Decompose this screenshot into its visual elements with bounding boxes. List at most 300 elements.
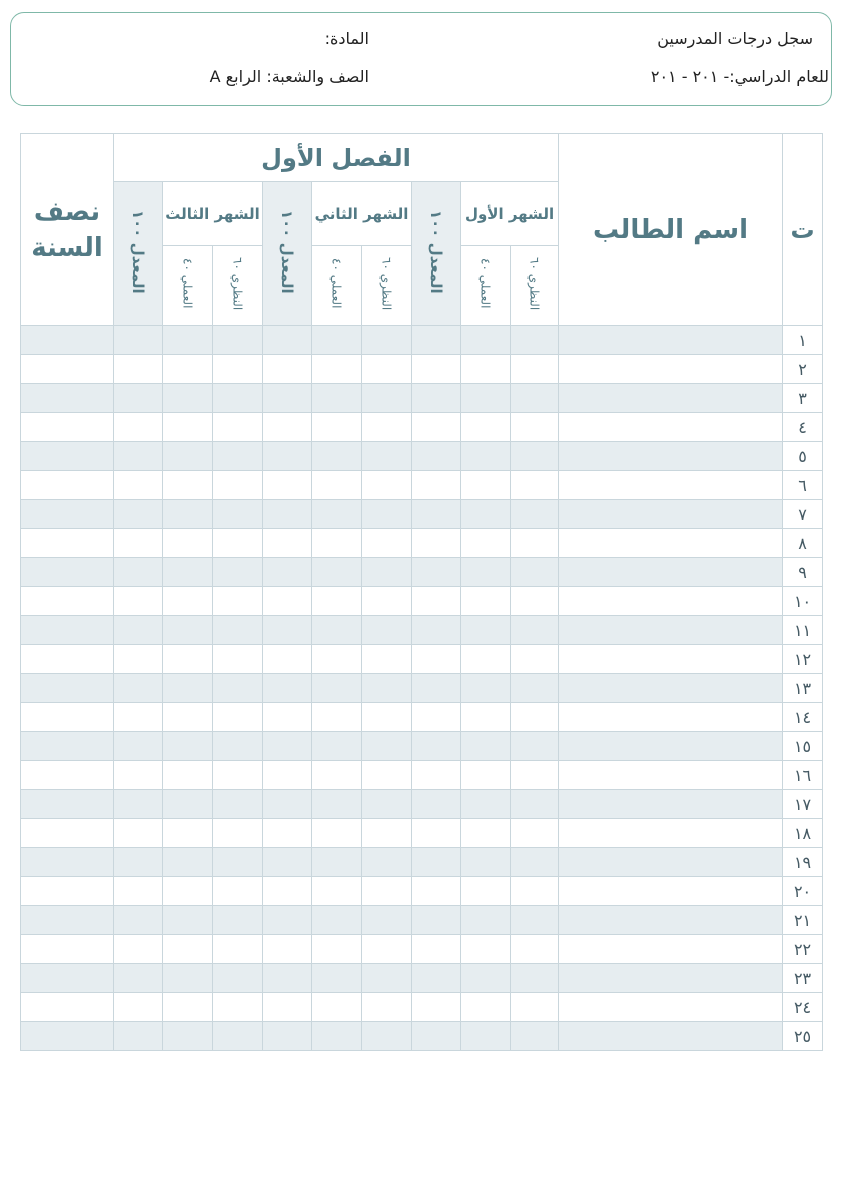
grade-cell[interactable] <box>163 384 213 413</box>
grade-cell[interactable] <box>114 442 163 471</box>
row-number: ١٩ <box>783 848 823 877</box>
grade-cell[interactable] <box>362 1022 412 1051</box>
table-row <box>21 616 823 645</box>
grade-cell[interactable] <box>263 500 312 529</box>
grade-cell[interactable] <box>511 703 559 732</box>
grade-cell[interactable] <box>114 935 163 964</box>
grade-cell[interactable] <box>362 384 412 413</box>
grade-cell[interactable] <box>362 326 412 355</box>
grade-cell[interactable] <box>412 935 461 964</box>
student-name-cell[interactable] <box>559 413 783 442</box>
grade-cell[interactable] <box>511 384 559 413</box>
row-number: ١٤ <box>783 703 823 732</box>
grade-cell[interactable] <box>412 993 461 1022</box>
grade-cell[interactable] <box>114 471 163 500</box>
grade-cell[interactable] <box>362 993 412 1022</box>
grade-cell[interactable] <box>312 645 362 674</box>
grade-cell[interactable] <box>263 993 312 1022</box>
grade-cell[interactable] <box>412 1022 461 1051</box>
grade-cell[interactable] <box>21 413 114 442</box>
grade-cell[interactable] <box>362 703 412 732</box>
grade-cell[interactable] <box>21 1022 114 1051</box>
grade-cell[interactable] <box>312 732 362 761</box>
grade-cell[interactable] <box>362 674 412 703</box>
grade-cell[interactable] <box>263 790 312 819</box>
grade-cell[interactable] <box>163 500 213 529</box>
grade-cell[interactable] <box>511 500 559 529</box>
student-name-cell[interactable] <box>559 732 783 761</box>
grade-cell[interactable] <box>412 964 461 993</box>
grade-cell[interactable] <box>511 674 559 703</box>
grade-cell[interactable] <box>263 616 312 645</box>
grade-cell[interactable] <box>213 355 263 384</box>
grade-cell[interactable] <box>163 819 213 848</box>
grade-cell[interactable] <box>412 674 461 703</box>
grade-cell[interactable] <box>412 703 461 732</box>
grade-cell[interactable] <box>412 645 461 674</box>
grade-cell[interactable] <box>213 790 263 819</box>
student-name-cell[interactable] <box>559 326 783 355</box>
student-name-cell[interactable] <box>559 529 783 558</box>
grade-cell[interactable] <box>114 500 163 529</box>
grade-cell[interactable] <box>114 413 163 442</box>
grade-cell[interactable] <box>461 529 511 558</box>
table-row <box>21 732 823 761</box>
row-number: ٢٢ <box>783 935 823 964</box>
grade-cell[interactable] <box>412 877 461 906</box>
row-number: ٤ <box>783 413 823 442</box>
grade-cell[interactable] <box>412 616 461 645</box>
grade-cell[interactable] <box>312 906 362 935</box>
table-row <box>21 558 823 587</box>
grade-cell[interactable] <box>362 848 412 877</box>
grade-cell[interactable] <box>263 906 312 935</box>
row-number: ١٦ <box>783 761 823 790</box>
grade-cell[interactable] <box>312 413 362 442</box>
grade-cell[interactable] <box>263 558 312 587</box>
grade-cell[interactable] <box>114 819 163 848</box>
grade-cell[interactable] <box>163 587 213 616</box>
grade-cell[interactable] <box>114 732 163 761</box>
grade-cell[interactable] <box>412 442 461 471</box>
grade-cell[interactable] <box>312 964 362 993</box>
grade-cell[interactable] <box>461 732 511 761</box>
student-name-cell[interactable] <box>559 616 783 645</box>
record-title: سجل درجات المدرسين <box>657 29 813 48</box>
grade-cell[interactable] <box>263 964 312 993</box>
grade-cell[interactable] <box>163 761 213 790</box>
grade-cell[interactable] <box>511 326 559 355</box>
grade-cell[interactable] <box>21 529 114 558</box>
grade-cell[interactable] <box>312 848 362 877</box>
grade-cell[interactable] <box>461 848 511 877</box>
grade-cell[interactable] <box>312 993 362 1022</box>
grade-cell[interactable] <box>412 819 461 848</box>
grade-cell[interactable] <box>312 384 362 413</box>
student-name-cell[interactable] <box>559 819 783 848</box>
grade-cell[interactable] <box>412 906 461 935</box>
grade-cell[interactable] <box>312 355 362 384</box>
student-name-cell[interactable] <box>559 906 783 935</box>
row-number: ٩ <box>783 558 823 587</box>
grade-cell[interactable] <box>511 413 559 442</box>
grade-cell[interactable] <box>163 413 213 442</box>
grade-cell[interactable] <box>263 848 312 877</box>
row-number: ١٧ <box>783 790 823 819</box>
grade-cell[interactable] <box>21 616 114 645</box>
grade-cell[interactable] <box>362 442 412 471</box>
grade-cell[interactable] <box>163 326 213 355</box>
grade-cell[interactable] <box>511 964 559 993</box>
grade-cell[interactable] <box>114 703 163 732</box>
grade-cell[interactable] <box>21 558 114 587</box>
grade-cell[interactable] <box>511 442 559 471</box>
row-number: ١٢ <box>783 645 823 674</box>
grade-cell[interactable] <box>213 326 263 355</box>
grade-cell[interactable] <box>263 326 312 355</box>
grade-cell[interactable] <box>312 877 362 906</box>
student-name-cell[interactable] <box>559 674 783 703</box>
student-name-cell[interactable] <box>559 587 783 616</box>
grade-cell[interactable] <box>21 500 114 529</box>
grade-cell[interactable] <box>21 645 114 674</box>
month-3-header: الشهر الثالث <box>163 182 263 246</box>
grade-cell[interactable] <box>163 1022 213 1051</box>
grade-cell[interactable] <box>461 877 511 906</box>
student-name-cell[interactable] <box>559 877 783 906</box>
grade-cell[interactable] <box>21 587 114 616</box>
grade-cell[interactable] <box>312 703 362 732</box>
grade-cell[interactable] <box>362 587 412 616</box>
grade-cell[interactable] <box>312 935 362 964</box>
grade-cell[interactable] <box>511 732 559 761</box>
grade-cell[interactable] <box>21 326 114 355</box>
grade-cell[interactable] <box>163 848 213 877</box>
grade-cell[interactable] <box>114 906 163 935</box>
grade-cell[interactable] <box>461 326 511 355</box>
grade-cell[interactable] <box>362 761 412 790</box>
grade-cell[interactable] <box>114 384 163 413</box>
grade-cell[interactable] <box>213 906 263 935</box>
grade-cell[interactable] <box>511 471 559 500</box>
student-name-cell[interactable] <box>559 645 783 674</box>
grade-cell[interactable] <box>412 558 461 587</box>
grade-cell[interactable] <box>213 674 263 703</box>
grade-cell[interactable] <box>114 1022 163 1051</box>
grade-cell[interactable] <box>114 355 163 384</box>
grade-cell[interactable] <box>213 819 263 848</box>
grade-cell[interactable] <box>461 790 511 819</box>
grade-cell[interactable] <box>263 587 312 616</box>
student-name-cell[interactable] <box>559 935 783 964</box>
grade-cell[interactable] <box>21 761 114 790</box>
grade-cell[interactable] <box>163 529 213 558</box>
grade-cell[interactable] <box>114 964 163 993</box>
grade-cell[interactable] <box>461 645 511 674</box>
student-name-cell[interactable] <box>559 703 783 732</box>
grade-cell[interactable] <box>362 935 412 964</box>
grade-cell[interactable] <box>114 848 163 877</box>
grade-cell[interactable] <box>263 529 312 558</box>
grade-cell[interactable] <box>213 732 263 761</box>
grade-cell[interactable] <box>312 500 362 529</box>
grade-cell[interactable] <box>114 558 163 587</box>
grade-cell[interactable] <box>412 732 461 761</box>
header-box <box>10 12 832 106</box>
student-name-cell[interactable] <box>559 471 783 500</box>
grade-cell[interactable] <box>21 877 114 906</box>
grade-cell[interactable] <box>461 500 511 529</box>
grade-cell[interactable] <box>213 703 263 732</box>
grade-cell[interactable] <box>163 732 213 761</box>
grade-cell[interactable] <box>511 935 559 964</box>
month-1-theory-header: النظري ٦٠ <box>511 246 559 326</box>
grade-cell[interactable] <box>461 703 511 732</box>
grade-cell[interactable] <box>114 616 163 645</box>
student-name-cell[interactable] <box>559 964 783 993</box>
grade-cell[interactable] <box>362 645 412 674</box>
grade-cell[interactable] <box>263 674 312 703</box>
grade-cell[interactable] <box>312 442 362 471</box>
grade-cell[interactable] <box>213 471 263 500</box>
grade-cell[interactable] <box>362 558 412 587</box>
grade-cell[interactable] <box>21 442 114 471</box>
grade-cell[interactable] <box>21 906 114 935</box>
grade-cell[interactable] <box>461 442 511 471</box>
table-row <box>21 500 823 529</box>
grade-cell[interactable] <box>362 471 412 500</box>
grade-cell[interactable] <box>213 761 263 790</box>
grade-cell[interactable] <box>461 935 511 964</box>
row-number: ١١ <box>783 616 823 645</box>
grade-cell[interactable] <box>114 326 163 355</box>
grade-cell[interactable] <box>412 355 461 384</box>
grade-cell[interactable] <box>263 877 312 906</box>
grade-cell[interactable] <box>461 413 511 442</box>
grade-cell[interactable] <box>21 935 114 964</box>
grade-cell[interactable] <box>312 326 362 355</box>
grade-cell[interactable] <box>21 790 114 819</box>
month-3-average-header: المعدل ١٠٠ <box>114 182 163 326</box>
grade-cell[interactable] <box>163 906 213 935</box>
grade-cell[interactable] <box>114 587 163 616</box>
grade-cell[interactable] <box>21 674 114 703</box>
grade-cell[interactable] <box>362 790 412 819</box>
grade-cell[interactable] <box>312 558 362 587</box>
grade-cell[interactable] <box>461 384 511 413</box>
grade-cell[interactable] <box>312 819 362 848</box>
grade-cell[interactable] <box>263 703 312 732</box>
grade-cell[interactable] <box>461 993 511 1022</box>
grade-cell[interactable] <box>461 587 511 616</box>
grade-cell[interactable] <box>213 500 263 529</box>
grade-cell[interactable] <box>511 529 559 558</box>
grade-cell[interactable] <box>412 587 461 616</box>
grade-cell[interactable] <box>461 674 511 703</box>
grade-cell[interactable] <box>163 993 213 1022</box>
student-name-cell[interactable] <box>559 384 783 413</box>
grade-cell[interactable] <box>213 442 263 471</box>
grade-cell[interactable] <box>263 413 312 442</box>
table-row <box>21 645 823 674</box>
grade-cell[interactable] <box>461 819 511 848</box>
grade-cell[interactable] <box>461 1022 511 1051</box>
grade-cell[interactable] <box>21 703 114 732</box>
grade-cell[interactable] <box>163 355 213 384</box>
grade-cell[interactable] <box>511 645 559 674</box>
grade-cell[interactable] <box>312 1022 362 1051</box>
grade-cell[interactable] <box>21 732 114 761</box>
grade-cell[interactable] <box>263 442 312 471</box>
grade-cell[interactable] <box>362 906 412 935</box>
grade-cell[interactable] <box>312 790 362 819</box>
grade-cell[interactable] <box>21 471 114 500</box>
row-number: ٢٤ <box>783 993 823 1022</box>
grade-cell[interactable] <box>461 355 511 384</box>
grade-cell[interactable] <box>511 790 559 819</box>
grade-cell[interactable] <box>213 993 263 1022</box>
grade-cell[interactable] <box>412 413 461 442</box>
grade-cell[interactable] <box>213 848 263 877</box>
grade-cell[interactable] <box>21 964 114 993</box>
grade-cell[interactable] <box>362 877 412 906</box>
student-name-cell[interactable] <box>559 761 783 790</box>
grade-cell[interactable] <box>263 1022 312 1051</box>
grade-cell[interactable] <box>362 732 412 761</box>
grade-cell[interactable] <box>163 616 213 645</box>
grade-cell[interactable] <box>213 645 263 674</box>
row-number: ١٠ <box>783 587 823 616</box>
grade-cell[interactable] <box>511 819 559 848</box>
grade-cell[interactable] <box>114 790 163 819</box>
grade-cell[interactable] <box>312 587 362 616</box>
grade-cell[interactable] <box>163 471 213 500</box>
grade-cell[interactable] <box>511 587 559 616</box>
grade-cell[interactable] <box>114 529 163 558</box>
grade-cell[interactable] <box>412 384 461 413</box>
grade-cell[interactable] <box>213 413 263 442</box>
grade-cell[interactable] <box>213 1022 263 1051</box>
grade-cell[interactable] <box>362 964 412 993</box>
grade-cell[interactable] <box>312 674 362 703</box>
grade-cell[interactable] <box>511 1022 559 1051</box>
grade-cell[interactable] <box>461 761 511 790</box>
grade-cell[interactable] <box>461 471 511 500</box>
grade-cell[interactable] <box>312 761 362 790</box>
grade-cell[interactable] <box>213 616 263 645</box>
grade-cell[interactable] <box>312 616 362 645</box>
grade-cell[interactable] <box>114 674 163 703</box>
grade-cell[interactable] <box>213 964 263 993</box>
grade-cell[interactable] <box>461 558 511 587</box>
grade-cell[interactable] <box>511 761 559 790</box>
grade-cell[interactable] <box>21 848 114 877</box>
grade-cell[interactable] <box>163 558 213 587</box>
grade-cell[interactable] <box>263 935 312 964</box>
student-name-cell[interactable] <box>559 848 783 877</box>
student-name-cell[interactable] <box>559 1022 783 1051</box>
grade-cell[interactable] <box>412 848 461 877</box>
grade-cell[interactable] <box>263 761 312 790</box>
grade-cell[interactable] <box>263 732 312 761</box>
grade-cell[interactable] <box>213 384 263 413</box>
grade-cell[interactable] <box>362 819 412 848</box>
grade-cell[interactable] <box>213 558 263 587</box>
grade-cell[interactable] <box>412 500 461 529</box>
grade-cell[interactable] <box>114 877 163 906</box>
grade-cell[interactable] <box>461 616 511 645</box>
grade-cell[interactable] <box>163 442 213 471</box>
grade-cell[interactable] <box>461 906 511 935</box>
grade-cell[interactable] <box>412 326 461 355</box>
grade-cell[interactable] <box>163 964 213 993</box>
grade-cell[interactable] <box>213 877 263 906</box>
grade-cell[interactable] <box>21 355 114 384</box>
grade-cell[interactable] <box>213 935 263 964</box>
grade-cell[interactable] <box>163 645 213 674</box>
grade-cell[interactable] <box>362 529 412 558</box>
grade-cell[interactable] <box>412 790 461 819</box>
grade-cell[interactable] <box>511 616 559 645</box>
grade-cell[interactable] <box>263 819 312 848</box>
grade-cell[interactable] <box>263 471 312 500</box>
grade-cell[interactable] <box>461 964 511 993</box>
table-row <box>21 906 823 935</box>
grade-cell[interactable] <box>511 558 559 587</box>
student-name-cell[interactable] <box>559 993 783 1022</box>
grade-cell[interactable] <box>263 384 312 413</box>
grade-cell[interactable] <box>114 645 163 674</box>
student-name-header: اسم الطالب <box>559 134 783 326</box>
grade-cell[interactable] <box>412 471 461 500</box>
grade-cell[interactable] <box>163 877 213 906</box>
grade-cell[interactable] <box>213 529 263 558</box>
grade-cell[interactable] <box>21 819 114 848</box>
grade-cell[interactable] <box>114 761 163 790</box>
grade-cell[interactable] <box>511 993 559 1022</box>
grade-cell[interactable] <box>163 703 213 732</box>
grade-cell[interactable] <box>362 616 412 645</box>
grade-cell[interactable] <box>213 587 263 616</box>
grade-cell[interactable] <box>21 993 114 1022</box>
grade-cell[interactable] <box>362 500 412 529</box>
student-name-cell[interactable] <box>559 355 783 384</box>
month-2-theory-header: النظري ٦٠ <box>362 246 412 326</box>
grade-cell[interactable] <box>21 384 114 413</box>
grade-cell[interactable] <box>511 355 559 384</box>
table-row <box>21 384 823 413</box>
grade-cell[interactable] <box>362 413 412 442</box>
student-name-cell[interactable] <box>559 558 783 587</box>
grade-cell[interactable] <box>511 906 559 935</box>
grade-cell[interactable] <box>263 645 312 674</box>
grade-cell[interactable] <box>263 355 312 384</box>
grade-cell[interactable] <box>312 529 362 558</box>
grade-cell[interactable] <box>163 674 213 703</box>
grade-cell[interactable] <box>511 877 559 906</box>
grade-cell[interactable] <box>362 355 412 384</box>
grade-cell[interactable] <box>412 529 461 558</box>
grade-cell[interactable] <box>412 761 461 790</box>
grade-cell[interactable] <box>312 471 362 500</box>
student-name-cell[interactable] <box>559 500 783 529</box>
student-name-cell[interactable] <box>559 442 783 471</box>
grade-cell[interactable] <box>511 848 559 877</box>
grade-cell[interactable] <box>163 935 213 964</box>
grade-cell[interactable] <box>114 993 163 1022</box>
grade-cell[interactable] <box>163 790 213 819</box>
student-name-cell[interactable] <box>559 790 783 819</box>
